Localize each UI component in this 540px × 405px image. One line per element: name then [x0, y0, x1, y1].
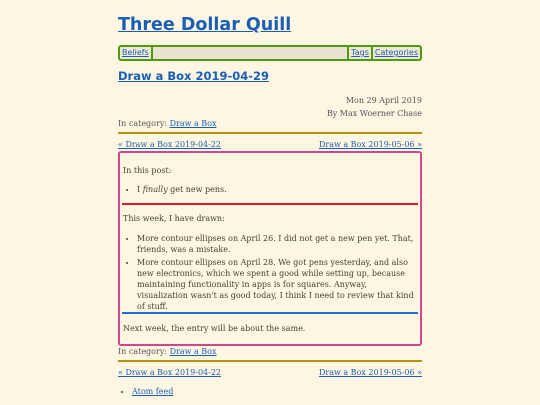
- post-content: [118, 151, 422, 346]
- emphasis: finally: [142, 185, 168, 194]
- nav-categories-link[interactable]: Categories: [374, 48, 418, 57]
- atom-feed-link[interactable]: Atom feed: [132, 387, 174, 396]
- nav-tags-link[interactable]: Tags: [351, 48, 369, 57]
- list-item: • More contour ellipses on April 26. I did not get a new pen yet. That, friends, was a mistake.: [137, 233, 417, 255]
- category-prefix: In category:: [118, 347, 168, 356]
- prev-post-link[interactable]: « Draw a Box 2019-04-22: [118, 140, 222, 149]
- site-title-link[interactable]: Three Dollar Quill: [118, 15, 292, 35]
- next-post-link[interactable]: Draw a Box 2019-05-06 »: [318, 140, 422, 149]
- post-date: Mon 29 April 2019: [345, 96, 422, 105]
- next-week-note: Next week, the entry will be about the same.: [123, 324, 306, 333]
- footer-links: [118, 386, 173, 397]
- list-item: • More contour ellipses on April 28. We got pens yesterday, and also new electronics, which we spent a good while setting up, because maintaining functionality in apps is for squares. Anyway, visualization wasn't as good today, I think I need to review that kind of stuff.: [137, 257, 417, 312]
- list-item: • I finally get new pens.: [137, 184, 417, 195]
- search-input[interactable]: [153, 47, 347, 59]
- category-prefix: In category:: [118, 119, 168, 128]
- category-link[interactable]: Draw a Box: [169, 119, 217, 128]
- prev-post-link[interactable]: « Draw a Box 2019-04-22: [118, 368, 222, 377]
- drawn-list: [123, 233, 417, 314]
- list-item: [132, 386, 173, 397]
- post-title: [118, 68, 269, 84]
- site-title: [118, 14, 291, 36]
- post-author: By Max Woerner Chase: [326, 109, 422, 118]
- next-post-link[interactable]: Draw a Box 2019-05-06 »: [318, 368, 422, 377]
- summary-list: [123, 184, 417, 197]
- top-navbar: [118, 45, 422, 61]
- post-meta: [327, 94, 422, 120]
- nav-beliefs-link[interactable]: Beliefs: [122, 48, 149, 57]
- drawn-intro: This week, I have drawn:: [123, 214, 225, 223]
- post-title-link[interactable]: Draw a Box 2019-04-29: [118, 69, 270, 83]
- post-category-top: [118, 118, 217, 129]
- divider-blue: [122, 312, 418, 314]
- in-this-post-label: In this post:: [123, 166, 172, 175]
- category-link[interactable]: Draw a Box: [169, 347, 217, 356]
- divider-red: [122, 203, 418, 205]
- post-category-bottom: [118, 346, 217, 357]
- divider-top: [118, 132, 422, 134]
- divider-bottom: [118, 360, 422, 362]
